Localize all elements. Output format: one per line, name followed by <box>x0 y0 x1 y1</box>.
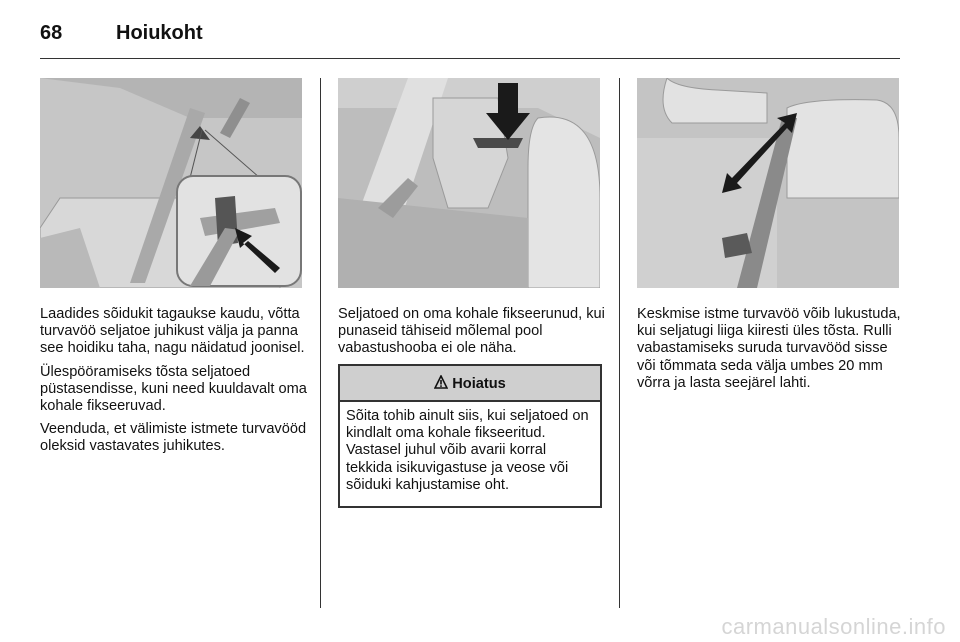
column-2-text <box>338 306 610 364</box>
warning-box <box>338 364 602 508</box>
warning-header <box>340 366 600 402</box>
watermark: carmanualsonline.info <box>721 614 946 639</box>
page-number: 68 <box>40 22 63 44</box>
paragraph: Keskmise istme turvavöö võib lukustuda, kui seljatugi liiga kiiresti üles tõsta. Rulli vabastamiseks suruda turvavööd sisse või tõmmata seda välja umbes 20 mm võrra ja lasta seejärel lahti. <box>637 306 901 391</box>
paragraph: Laadides sõidukit tagaukse kaudu, võtta turvavöö seljatoe juhikust välja ja panna see hoidiku taha, nagu näidatud joonisel. <box>40 306 305 357</box>
column-3-text <box>637 306 905 398</box>
page-header <box>40 18 920 60</box>
page-title: Hoiukoht <box>116 22 203 44</box>
paragraph: Seljatoed on oma kohale fikseerunud, kui punaseid tähiseid mõlemal pool vabastushooba ei ole näha. <box>338 306 605 357</box>
warning-title: Hoiatus <box>452 376 506 392</box>
warning-text: Sõita tohib ainult siis, kui seljatoed on kindlalt oma kohale fikseeritud. Vastasel juhul võib avarii korral tekkida isikuvigastuse ja veose või sõiduki kahjustamise oht. <box>346 408 589 493</box>
paragraph: Ülespööramiseks tõsta seljatoed püstasendisse, kuni need kuuldavalt oma kohale fikseeruvad. <box>40 363 307 415</box>
paragraph: Veenduda, et välimiste istmete turvavööd oleksid vastavates juhikutes. <box>40 421 307 455</box>
figure-center-belt <box>637 78 899 288</box>
column-divider <box>619 78 620 608</box>
warning-triangle-icon <box>434 375 448 389</box>
column-1-text <box>40 306 310 462</box>
figure-belt-holder <box>40 78 302 288</box>
figure-release-lever <box>338 78 600 288</box>
header-rule <box>40 58 900 59</box>
column-divider <box>320 78 321 608</box>
